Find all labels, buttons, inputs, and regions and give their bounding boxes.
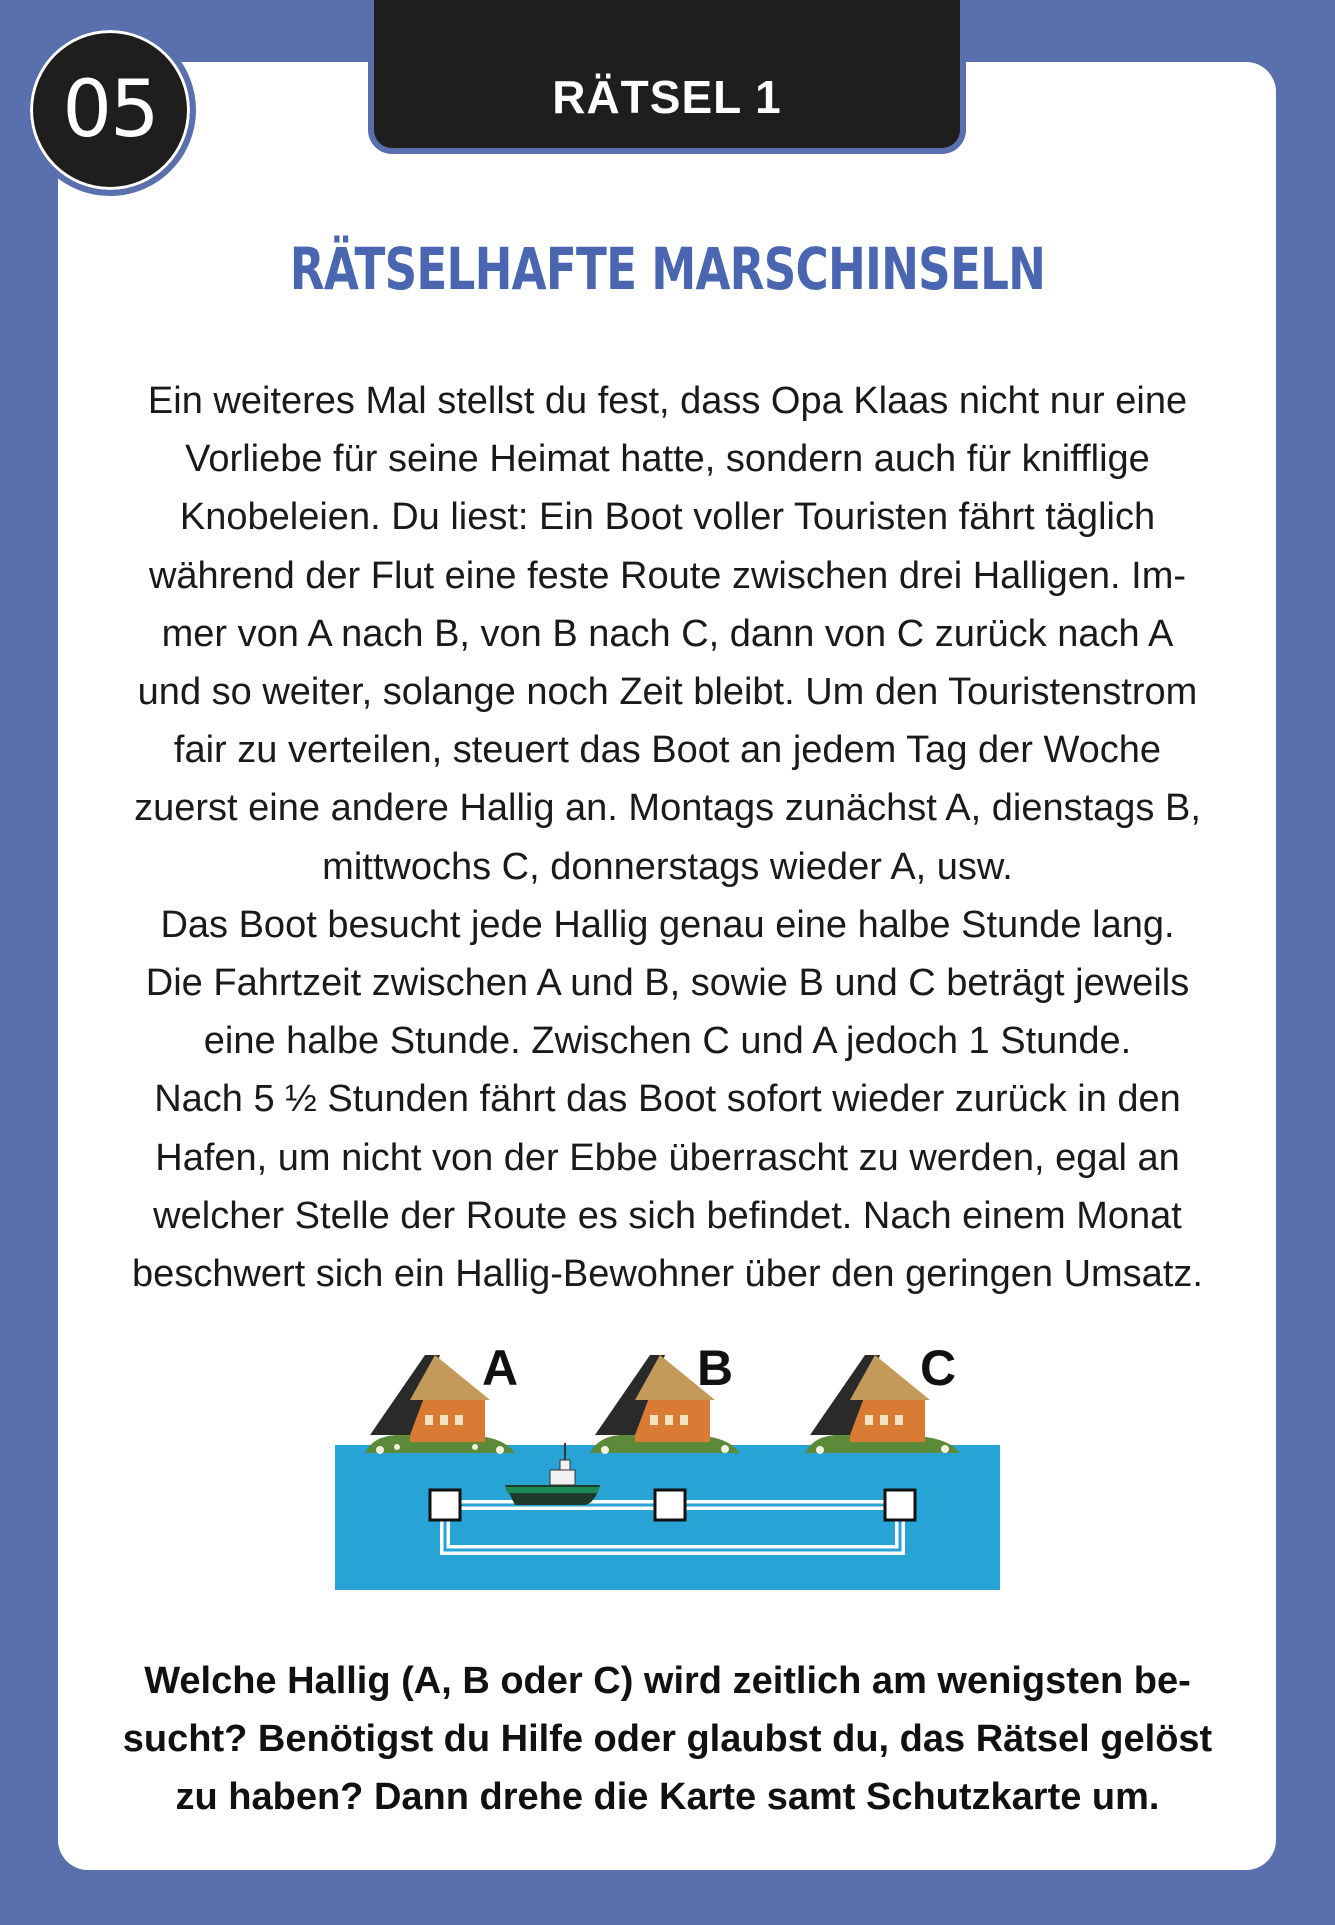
text-line: Knobeleien. Du liest: Ein Boot voller Touristen fährt täglich — [179, 496, 1156, 539]
stop-a — [430, 1490, 460, 1520]
stop-b — [655, 1490, 685, 1520]
puzzle-question — [100, 1652, 1235, 1826]
question-line: sucht? Benötigst du Hilfe oder glaubst du, das Rätsel gelöst — [122, 1718, 1213, 1760]
text-line: mer von A nach B, von B nach C, dann von C zurück nach A — [161, 612, 1174, 655]
card-number-badge — [24, 24, 196, 196]
text-line: Ein weiteres Mal stellst du fest, dass Opa Klaas nicht nur eine — [147, 380, 1188, 422]
question-line: Welche Hallig (A, B oder C) wird zeitlich am wenigsten be- — [144, 1660, 1191, 1702]
text-line: Vorliebe für seine Heimat hatte, sondern auch für knifflige — [185, 438, 1150, 481]
puzzle-text — [90, 372, 1245, 1303]
label-b: B — [697, 1340, 734, 1396]
card-number: 05 — [62, 65, 158, 155]
label-c: C — [920, 1340, 957, 1396]
text-line: mittwochs C, donnerstags wieder A, usw. — [322, 845, 1013, 888]
label-a: A — [482, 1340, 519, 1396]
text-line: und so weiter, solange noch Zeit bleibt. Um den Touristenstrom — [137, 671, 1198, 714]
text-line: welcher Stelle der Route es sich befindet. Nach einem Monat — [153, 1194, 1182, 1237]
text-line: Die Fahrtzeit zwischen A und B, sowie B und C beträgt jeweils — [145, 962, 1190, 1005]
text-line: eine halbe Stunde. Zwischen C und A jedoch 1 Stunde. — [203, 1020, 1132, 1063]
hallig-route-illustration — [335, 1325, 1000, 1590]
text-line: Das Boot besucht jede Hallig genau eine halbe Stunde lang. — [160, 903, 1175, 946]
text-line: zuerst eine andere Hallig an. Montags zunächst A, dienstags B, — [134, 787, 1201, 830]
text-line: beschwert sich ein Hallig-Bewohner über den geringen Umsatz. — [132, 1253, 1203, 1296]
header-tab — [368, 0, 966, 154]
header-label: RÄTSEL 1 — [552, 71, 782, 123]
card-title: RÄTSELHAFTE MARSCHINSELN — [289, 235, 1046, 303]
text-line: während der Flut eine feste Route zwischen drei Halligen. Im- — [148, 554, 1187, 597]
text-line: fair zu verteilen, steuert das Boot an jedem Tag der Woche — [173, 729, 1162, 772]
stop-c — [885, 1490, 915, 1520]
text-line: Hafen, um nicht von der Ebbe überrascht zu werden, egal an — [155, 1136, 1180, 1179]
text-line: Nach 5 ½ Stunden fährt das Boot sofort wieder zurück in den — [154, 1078, 1181, 1121]
question-line: zu haben? Dann drehe die Karte samt Schutzkarte um. — [175, 1776, 1160, 1818]
